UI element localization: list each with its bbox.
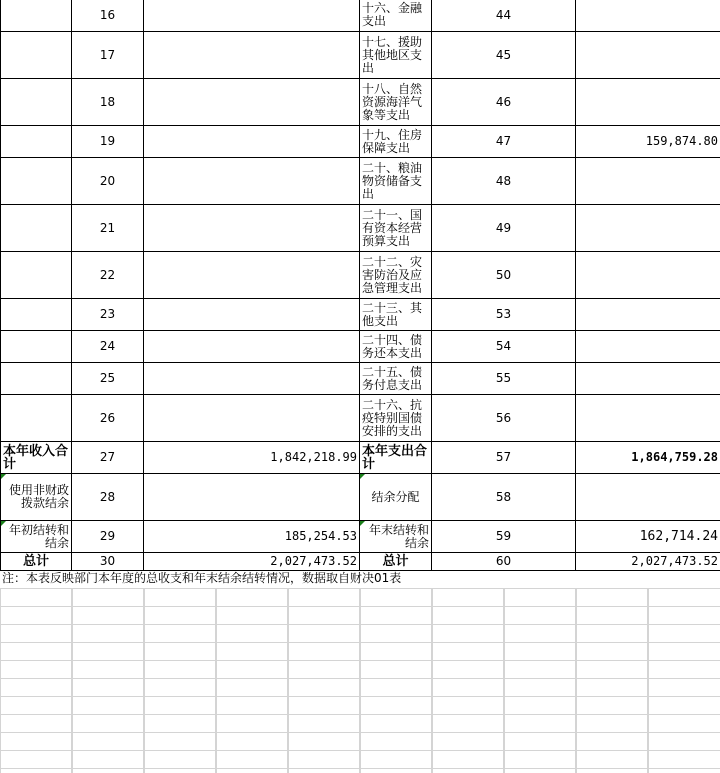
expense-item-label[interactable]: 二十一、国有资本经营预算支出 xyxy=(360,205,432,252)
income-item-cell[interactable] xyxy=(1,32,72,79)
income-amount-cell[interactable] xyxy=(144,158,360,205)
expense-amount-cell[interactable] xyxy=(576,158,720,205)
annual-expense-total-number[interactable]: 57 xyxy=(432,442,576,474)
expense-row-number[interactable]: 46 xyxy=(432,79,576,126)
income-amount-cell[interactable] xyxy=(144,126,360,158)
table-row xyxy=(1,205,720,252)
grand-total-income-amount[interactable]: 2,027,473.52 xyxy=(144,553,360,571)
annual-income-total-number[interactable]: 27 xyxy=(72,442,144,474)
income-row-number[interactable]: 18 xyxy=(72,79,144,126)
closing-carryover-number[interactable]: 59 xyxy=(432,521,576,553)
income-amount-cell[interactable] xyxy=(144,363,360,395)
income-item-cell[interactable] xyxy=(1,205,72,252)
non-fiscal-surplus-label[interactable]: 使用非财政拨款结余 xyxy=(1,474,72,521)
income-amount-cell[interactable] xyxy=(144,331,360,363)
expense-row-number[interactable]: 50 xyxy=(432,252,576,299)
expense-item-label[interactable]: 二十、粮油物资储备支出 xyxy=(360,158,432,205)
expense-amount-cell[interactable] xyxy=(576,32,720,79)
table-row xyxy=(1,299,720,331)
expense-row-number[interactable]: 53 xyxy=(432,299,576,331)
expense-amount-cell[interactable] xyxy=(576,395,720,442)
grand-total-expense-amount[interactable]: 2,027,473.52 xyxy=(576,553,720,571)
table-row xyxy=(1,79,720,126)
income-item-cell[interactable] xyxy=(1,126,72,158)
table-row-annual-totals xyxy=(1,442,720,474)
expense-row-number[interactable]: 56 xyxy=(432,395,576,442)
expense-amount-cell[interactable] xyxy=(576,79,720,126)
income-amount-cell[interactable] xyxy=(144,79,360,126)
table-row xyxy=(1,126,720,158)
income-row-number[interactable]: 17 xyxy=(72,32,144,79)
table-row xyxy=(1,158,720,205)
income-row-number[interactable]: 22 xyxy=(72,252,144,299)
closing-carryover-amount[interactable]: 162,714.24 xyxy=(576,521,720,553)
table-row xyxy=(1,395,720,442)
income-item-cell[interactable] xyxy=(1,299,72,331)
income-row-number[interactable]: 20 xyxy=(72,158,144,205)
closing-carryover-label[interactable]: 年末结转和结余 xyxy=(360,521,432,553)
expense-item-label[interactable]: 二十四、债务还本支出 xyxy=(360,331,432,363)
income-row-number[interactable]: 21 xyxy=(72,205,144,252)
table-row xyxy=(1,0,720,32)
income-item-cell[interactable] xyxy=(1,158,72,205)
table-row-grand-total xyxy=(1,553,720,571)
non-fiscal-surplus-number[interactable]: 28 xyxy=(72,474,144,521)
surplus-distribution-number[interactable]: 58 xyxy=(432,474,576,521)
grand-total-income-number[interactable]: 30 xyxy=(72,553,144,571)
surplus-distribution-amount[interactable] xyxy=(576,474,720,521)
expense-amount-cell[interactable] xyxy=(576,331,720,363)
expense-item-label[interactable]: 二十三、其他支出 xyxy=(360,299,432,331)
non-fiscal-surplus-amount[interactable] xyxy=(144,474,360,521)
expense-row-number[interactable]: 45 xyxy=(432,32,576,79)
income-amount-cell[interactable] xyxy=(144,0,360,32)
expense-item-label[interactable]: 十八、自然资源海洋气象等支出 xyxy=(360,79,432,126)
table-row xyxy=(1,32,720,79)
income-amount-cell[interactable] xyxy=(144,205,360,252)
income-item-cell[interactable] xyxy=(1,79,72,126)
income-item-cell[interactable] xyxy=(1,0,72,32)
income-item-cell[interactable] xyxy=(1,331,72,363)
grand-total-income-label[interactable]: 总计 xyxy=(1,553,72,571)
expense-item-label[interactable]: 十九、住房保障支出 xyxy=(360,126,432,158)
annual-income-total-amount[interactable]: 1,842,218.99 xyxy=(144,442,360,474)
income-item-cell[interactable] xyxy=(1,252,72,299)
expense-amount-cell[interactable]: 159,874.80 xyxy=(576,126,720,158)
table-row xyxy=(1,331,720,363)
expense-item-label[interactable]: 十七、援助其他地区支出 xyxy=(360,32,432,79)
expense-item-label[interactable]: 二十六、抗疫特别国债安排的支出 xyxy=(360,395,432,442)
opening-carryover-label[interactable]: 年初结转和结余 xyxy=(1,521,72,553)
empty-cell-grid[interactable] xyxy=(0,588,720,773)
table-row xyxy=(1,363,720,395)
expense-row-number[interactable]: 47 xyxy=(432,126,576,158)
income-row-number[interactable]: 19 xyxy=(72,126,144,158)
expense-amount-cell[interactable] xyxy=(576,299,720,331)
expense-item-label[interactable]: 十六、金融支出 xyxy=(360,0,432,32)
income-item-cell[interactable] xyxy=(1,363,72,395)
expense-amount-cell[interactable] xyxy=(576,205,720,252)
income-row-number[interactable]: 16 xyxy=(72,0,144,32)
annual-expense-total-label[interactable]: 本年支出合计 xyxy=(360,442,432,474)
table-row-carryover xyxy=(1,521,720,553)
opening-carryover-amount[interactable]: 185,254.53 xyxy=(144,521,360,553)
table-row xyxy=(1,252,720,299)
table-footnote: 注：本表反映部门本年度的总收支和年末结余结转情况，数据取自财决01表 xyxy=(2,571,402,585)
expense-row-number[interactable]: 49 xyxy=(432,205,576,252)
annual-income-total-label[interactable]: 本年收入合计 xyxy=(1,442,72,474)
expense-row-number[interactable]: 44 xyxy=(432,0,576,32)
opening-carryover-number[interactable]: 29 xyxy=(72,521,144,553)
expense-row-number[interactable]: 48 xyxy=(432,158,576,205)
grand-total-expense-label[interactable]: 总计 xyxy=(360,553,432,571)
expense-item-label[interactable]: 二十五、债务付息支出 xyxy=(360,363,432,395)
expense-amount-cell[interactable] xyxy=(576,363,720,395)
expense-amount-cell[interactable] xyxy=(576,252,720,299)
income-amount-cell[interactable] xyxy=(144,32,360,79)
income-row-number[interactable]: 23 xyxy=(72,299,144,331)
expense-amount-cell[interactable] xyxy=(576,0,720,32)
income-item-cell[interactable] xyxy=(1,395,72,442)
expense-row-number[interactable]: 54 xyxy=(432,331,576,363)
income-row-number[interactable]: 26 xyxy=(72,395,144,442)
income-amount-cell[interactable] xyxy=(144,299,360,331)
income-amount-cell[interactable] xyxy=(144,395,360,442)
grand-total-expense-number[interactable]: 60 xyxy=(432,553,576,571)
income-row-number[interactable]: 25 xyxy=(72,363,144,395)
table-row-surplus xyxy=(1,474,720,521)
surplus-distribution-label[interactable]: 结余分配 xyxy=(360,474,432,521)
annual-expense-total-amount[interactable]: 1,864,759.28 xyxy=(576,442,720,474)
income-row-number[interactable]: 24 xyxy=(72,331,144,363)
expense-item-label[interactable]: 二十二、灾害防治及应急管理支出 xyxy=(360,252,432,299)
expense-row-number[interactable]: 55 xyxy=(432,363,576,395)
income-amount-cell[interactable] xyxy=(144,252,360,299)
